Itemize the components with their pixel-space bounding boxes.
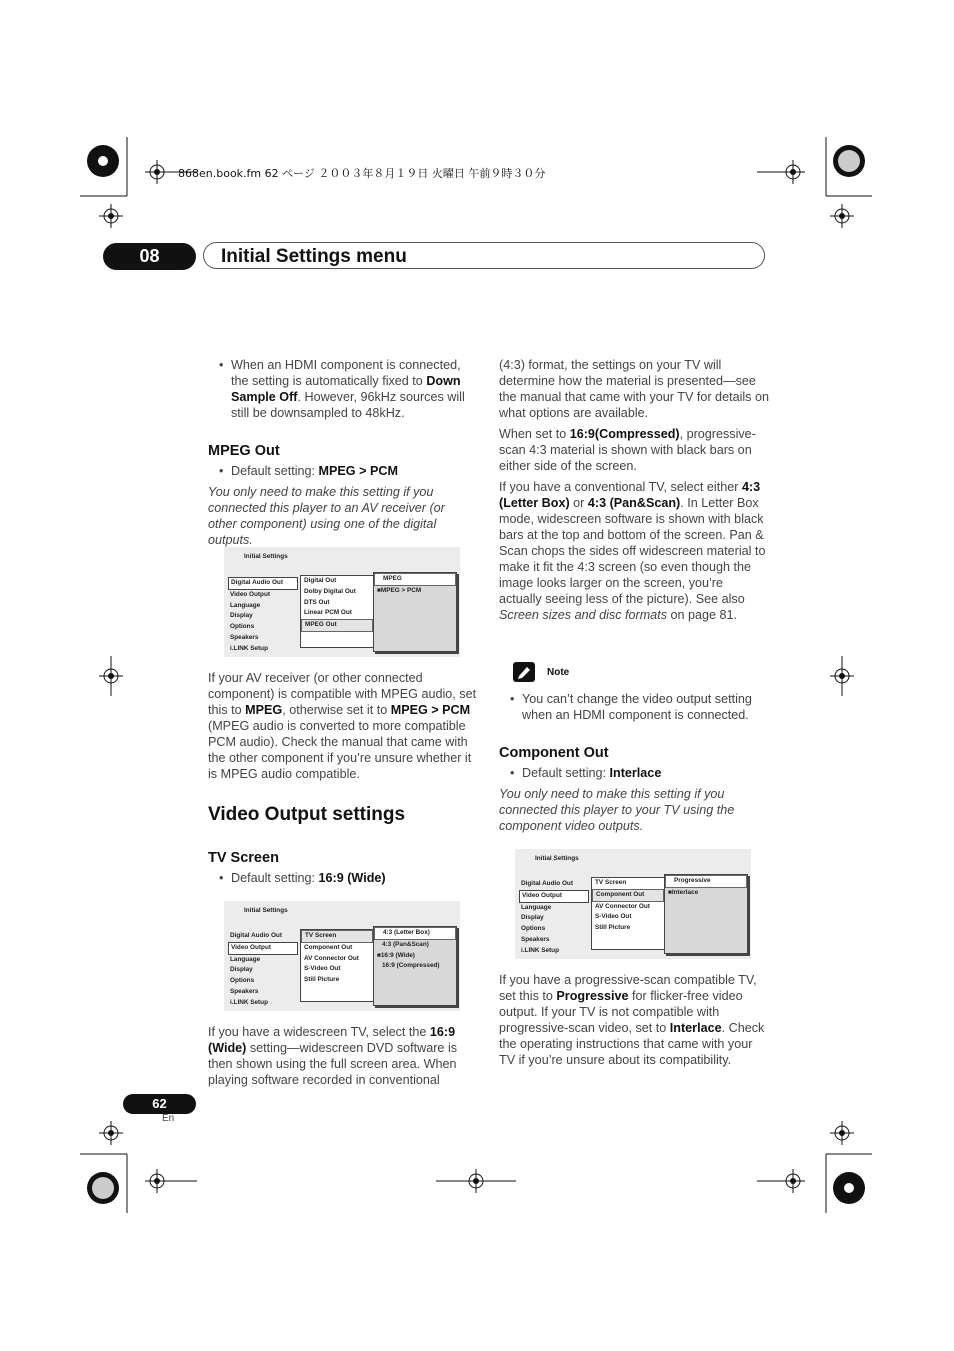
osd-sub-item: AV Connector Out [595,902,650,910]
page-number: 62 [123,1094,196,1114]
osd-menu-item: Speakers [230,633,259,641]
osd-option: 16:9 (Wide) [380,951,415,959]
osd-menu-item: Language [230,601,261,609]
osd-sub-item: S-Video Out [304,965,341,973]
osd-menu-item: Speakers [521,935,550,943]
note-label: Note [547,667,570,678]
osd-current-marker: ■ [668,888,672,896]
osd-sub-item: TV Screen [595,879,627,886]
osd-option: MPEG [374,573,456,586]
component-paragraph: If you have a progressive-scan compatible TV, set this to Progressive for flicker-free video output. If your TV is not compatible with progressive-scan video, set to Interlace. Check the operating instructions that came with your TV if you’re unsure about its compatibility. [499,973,765,1067]
osd-menu-item: i.LINK Setup [230,644,268,652]
osd-tv-screen-screenshot [224,901,460,1011]
osd-menu-item: Video Output [228,942,298,955]
tv-paragraph: If you have a widescreen TV, select the 16:9 (Wide) setting—widescreen DVD software is then shown using the full screen area. When playing software recorded in conventional [208,1025,458,1087]
osd-menu-item: Digital Audio Out [228,577,298,590]
osd-menu-item: Display [230,612,253,620]
chapter-number: 08 [103,243,196,270]
osd-menu-item: Display [230,966,253,974]
osd-menu-item: i.LINK Setup [230,998,268,1006]
osd-menu-item: Digital Audio Out [230,932,282,939]
osd-menu-item: i.LINK Setup [521,946,559,954]
osd-menu-item: Options [230,623,255,631]
mpeg-italic-note: You only need to make this setting if you connected this player to an AV receiver (or other component) using one of the digital outputs. [208,485,445,547]
osd-menu-item: Options [521,925,546,933]
osd-sub-item: Linear PCM Out [304,609,352,617]
p-conventional-tv: If you have a conventional TV, select either 4:3 (Letter Box) or 4:3 (Pan&Scan). In Letter Box mode, widescreen software is shown with black bars at the top and bottom of the screen. Pan & Scan chops the sides off widescreen material to make it fit the 4:3 screen (so even though the image looks larger on the screen, you’re actually seeing less of the picture). See also Screen sizes and disc formats on page 81. [499,480,766,622]
osd-option: 4:3 (Pan&Scan) [382,940,429,948]
osd-mpeg-out-screenshot [224,547,460,657]
osd-menu-item: Video Output [230,590,270,598]
osd-current-marker: ■ [377,951,381,959]
osd-sub-item: Still Picture [595,924,631,932]
video-output-heading: Video Output settings [208,804,406,825]
component-default: • Default setting: Interlace You only need to make this setting if you connected this player to your TV using the component video outputs. [499,765,769,839]
tv-screen-heading: TV Screen [208,850,279,866]
component-out-heading: Component Out [499,745,609,761]
osd-menu-item: Language [521,903,552,911]
mpeg-default: • Default setting: MPEG > PCM You only need to make this setting if you connected this player to an AV receiver (or other component) using one of the digital outputs. [208,463,476,553]
osd-title: Initial Settings [244,907,288,914]
note-pencil-icon [513,662,535,682]
mpeg-out-heading: MPEG Out [208,443,280,459]
osd-menu-item: Digital Audio Out [521,880,573,887]
osd-sub-item-selected: TV Screen [301,930,373,943]
osd-menu-item: Video Output [519,890,589,903]
osd-option: Interlace [671,888,699,896]
osd-sub-item: Dolby Digital Out [304,587,356,595]
osd-sub-item: S-Video Out [595,913,632,921]
p-compressed: When set to 16:9(Compressed), progressive-scan 4:3 material is shown with black bars on either side of the screen. [499,427,756,473]
left-column [208,357,476,426]
osd-title: Initial Settings [535,855,579,862]
osd-sub-item-selected: MPEG Out [301,619,373,632]
osd-option: 4:3 (Letter Box) [374,927,456,940]
osd-sub-item: AV Connector Out [304,954,359,962]
mpeg-paragraph: If your AV receiver (or other connected component) is compatible with MPEG audio, set this to MPEG, otherwise set it to MPEG > PCM (MPEG audio is converted to more compatible PCM audio). Check the manual that came with the other component if you’re unsure whether it is MPEG audio compatible. [208,671,477,781]
osd-menu-item: Speakers [230,987,259,995]
osd-option: MPEG > PCM [380,586,422,594]
osd-sub-item: Component Out [304,943,353,951]
right-column [499,357,769,628]
osd-menu-item: Display [521,914,544,922]
osd-menu-item: Options [230,977,255,985]
page-language: En [162,1113,175,1124]
file-header-line: 868en.book.fm 62 ページ ２００３年８月１９日 火曜日 午前９時３０分 [178,167,546,180]
p-43-format: (4:3) format, the settings on your TV will determine how the material is presented—see the manual that came with your TV for details on what options are available. [499,358,769,420]
osd-option: 16:9 (Compressed) [382,962,440,970]
chapter-title: Initial Settings menu [203,242,765,269]
osd-sub-item: Digital Out [304,577,337,584]
osd-sub-item: Still Picture [304,976,340,984]
note-bullet: • You can’t change the video output setting when an HDMI component is connected. [499,691,769,728]
tv-default: • Default setting: 16:9 (Wide) [208,870,476,891]
osd-sub-item-selected: Component Out [592,889,664,902]
osd-menu-item: Language [230,955,261,963]
osd-title: Initial Settings [244,553,288,560]
osd-current-marker: ■ [377,586,381,594]
osd-option: Progressive [665,875,747,888]
hdmi-note-bullet: • When an HDMI component is connected, the setting is automatically fixed to Down Sample Off. However, 96kHz sources will still be downsampled to 48kHz. [208,357,476,421]
component-italic-note: You only need to make this setting if you connected this player to your TV using the component video outputs. [499,787,735,833]
osd-sub-item: DTS Out [304,598,330,606]
osd-component-out-screenshot [515,849,751,959]
